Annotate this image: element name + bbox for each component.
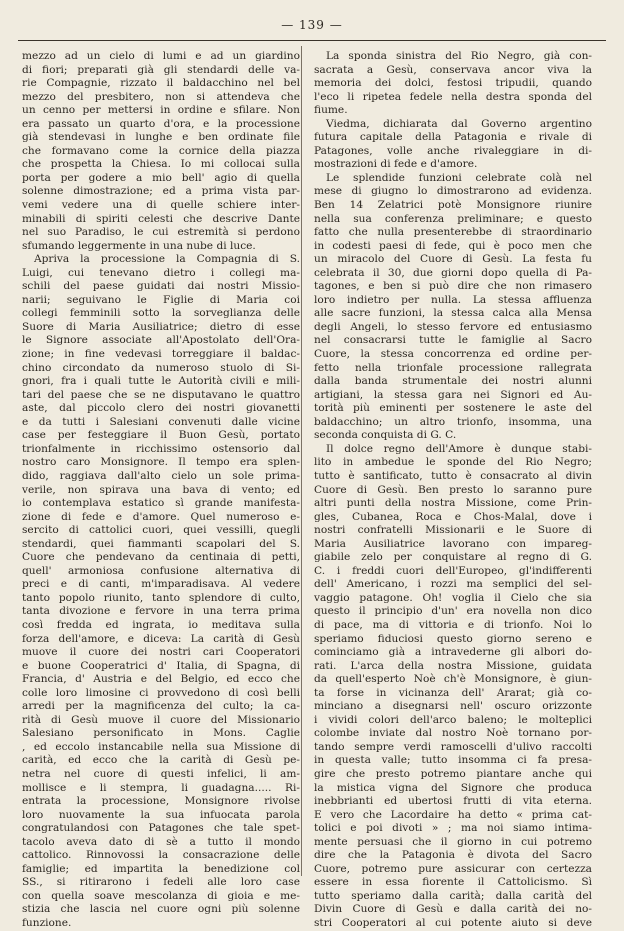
text-line: che formavano come la cornice della piazza [22,144,300,157]
text-line: e buone Cooperatrici d' Italia, di Spagna, di [22,659,300,672]
text-line: dell' Americano, i rozzi ma semplici del sel- [314,578,592,591]
text-line: mese di giugno lo dimostrarono ad evidenza. [314,185,592,198]
text-line: SS., si ritirarono i fedeli alle loro case [22,876,300,889]
text-line: tando sempre verdi ramoscelli d'ulivo raccolti [314,740,592,753]
text-line: che prospetta la Chiesa. Io mi collocai sulla [22,158,300,171]
header-rule [18,40,606,41]
text-line: collegi femminili sotto la sorveglianza delle [22,307,300,320]
text-line: questo il principio d'un' era novella non dico [314,605,592,618]
text-line: , ed eccolo instancabile nella sua Missione di [22,740,300,753]
text-line: degli Angeli, lo stesso fervore ed entusiasmo [314,320,592,333]
text-line: celebrata il 30, due giorni dopo quella di Pa- [314,266,592,279]
text-line: forza dell'amore, e diceva: La carità di Gesù [22,632,300,645]
text-line: carità, ed ecco che la carità di Gesù pe- [22,754,300,767]
text-line: io contemplava estatico sì grande manifesta- [22,497,300,510]
text-line: La sponda sinistra del Rio Negro, già con- [326,50,592,62]
text-line: stizia che lascia nel cuore ogni più solenne [22,903,300,916]
text-line: nel suo Paradiso, le cui estremità si perdono [22,226,300,239]
text-line: mente persuasi che il giorno in cui potremo [314,835,592,848]
text-line: rie Compagnie, rizzato il baldacchino nel bel [22,77,300,90]
text-line: narii; seguivano le Figlie di Maria coi [22,293,300,306]
text-line: loro nuovamente la sua infuocata parola [22,808,300,821]
text-line: Maria Ausiliatrice lavorano con impareg- [314,537,592,550]
text-line: stri Cooperatori al cui potente aiuto si deve [314,917,592,929]
right-column [314,50,592,931]
text-line: loro indietro per nulla. La stessa affluenza [314,293,592,306]
text-line: tacolo aveva dato di sè a tutto il mondo [22,835,300,848]
text-line: fiume. [314,104,348,117]
text-line: rati. L'arca della nostra Missione, guidata [314,659,592,672]
text-line: sacrata a Gesù, conservava ancor viva la [314,63,592,76]
text-line: E vero che Lacordaire ha detto « prima cat- [314,808,592,821]
text-line: tagones, e ben si può dire che non rimasero [314,280,592,293]
text-line: arredi per la magnificenza del culto; la ca- [22,700,300,713]
text-line: sfumando leggermente in una nube di luce. [22,239,256,252]
text-line: tutto è santificato, tutto è consacrato al divin [314,469,592,482]
text-line: colle loro limosine ci provvedono di così belli [22,686,300,699]
text-line: essere in essa fiorente il Cattolicismo. Sì [314,876,592,889]
text-line: mostrazioni di fede e d'amore. [314,158,478,171]
text-line: colombe inviate dal nostro Noè tornano por- [314,727,592,740]
text-line: nostri confratelli Missionarii e le Suore di [314,524,592,537]
text-line: in codesti paesi di fede, qui è poco men che [314,239,592,252]
text-line: altri punti della nostra Missione, come Prin- [314,497,592,510]
text-line: Suore di Maria Ausiliatrice; dietro di esse [22,320,300,333]
text-line: solenne dimostrazione; ed a prima vista par- [22,185,300,198]
text-line: con quella soave mescolanza di gioia e me- [22,889,300,902]
text-line: gire che presto potremo piantare anche qui [314,767,592,780]
text-line: Cuore, la stessa concorrenza ed ordine per- [314,348,592,361]
text-line: stendardi, quei fiammanti scapolari del S. [22,537,300,550]
text-line: alle sacre funzioni, la stessa calca alla Mensa [314,307,592,320]
page-number: — 139 — [281,18,343,32]
text-line: dalla banda strumentale dei nostri alunni [314,375,592,388]
text-line: chino circondato da numeroso stuolo di Si- [22,361,300,374]
text-line: speriamo fiduciosi questo giorno sereno e [314,632,592,645]
text-line: mezzo del presbitero, non si attendeva che [22,90,300,103]
text-line: schili del paese guidati dai nostri Missio- [22,280,300,293]
text-line: verile, non spirava una bava di vento; ed [22,483,300,496]
text-line: tanto popolo riunito, tanto splendore di culto, [22,591,300,604]
text-line: Patagones, volle anche rivaleggiare in di- [314,144,592,157]
text-line: C. i freddi cuori dell'Europeo, gl'indifferenti [314,564,592,577]
text-line: funzione. [22,917,72,929]
text-line: ta forse in vicinanza dell' Ararat; già co- [314,686,592,699]
text-line: un cenno per mettersi in ordine e sfilare. Non [22,104,300,117]
text-line: e da tutti i Salesiani convenuti dalle vicine [22,415,300,428]
text-line: dire che la Patagonia è divota del Sacro [314,849,592,862]
text-line: minciano a disegnarsi nell' oscuro orizzonte [314,700,592,713]
text-line: Francia, d' Austria e del Belgio, ed ecco che [22,673,300,686]
text-line: Cuore di Gesù. Ben presto lo saranno pure [314,483,592,496]
text-line: dido, raggiava dall'alto cielo un sole prima- [22,469,300,482]
text-line: le Signore associate all'Apostolato dell'Ora- [22,334,300,347]
text-line: tari del paese che se ne disputavano le quattro [22,388,300,401]
text-line: quell' armoniosa confusione alternativa di [22,564,300,577]
left-column [22,50,300,931]
text-line: artigiani, la stessa gara nei Signori ed Au- [314,388,592,401]
text-line: porta per godere a mio bell' agio di quella [22,171,300,184]
text-line: un miracolo del Cuore di Gesù. La festa fu [314,253,592,266]
text-line: Divin Cuore di Gesù e dalla carità dei no- [314,903,592,916]
text-line: rità di Gesù muove il cuore del Missionario [22,713,300,726]
text-line: entrata la processione, Monsignore rivolse [22,795,300,808]
text-line: torità più eminenti per sostenere le aste del [314,402,592,415]
text-line: gles, Cubanea, Roca e Chos-Malal, dove i [314,510,592,523]
text-line: fetto nella trionfale processione rallegrata [314,361,592,374]
text-line: giabile zelo per conquistare al regno di G. [314,551,592,564]
text-line: Cuore, potremo pure assicurar con certezza [314,862,592,875]
text-line: Ben 14 Zelatrici potè Monsignore riunire [314,199,592,212]
text-line: Viedma, dichiarata dal Governo argentino [326,117,592,130]
text-line: in questa valle; tutto insomma ci fa presa- [314,754,592,767]
text-line: Le splendide funzioni celebrate colà nel [326,171,592,184]
text-line: nostro caro Monsignore. Il tempo era splen- [22,456,300,469]
text-line: lito in ambedue le sponde del Rio Negro; [314,456,592,469]
text-line: muove il cuore dei nostri cari Cooperatori [22,646,300,659]
text-line: fatto che nulla presenterebbe di straordinario [314,226,592,239]
text-line: nella sua conferenza preliminare; e questo [314,212,592,225]
text-line: Apriva la processione la Compagnia di S. [34,253,300,266]
text-line: l'eco li ripetea fedele nella destra sponda del [314,90,592,103]
text-line: mezzo ad un cielo di lumi e ad un giardino [22,50,300,62]
text-line: seconda conquista di G. C. [314,429,457,442]
text-line: tutto speriamo dalla carità; dalla carità del [314,889,592,902]
text-line: minabili di spiriti celesti che descrive Dante [22,212,300,225]
text-line: nel consacrarsi tutte le famiglie al Sacro [314,334,592,347]
text-line: memoria dei dolci, festosi tripudii, quando [314,77,592,90]
text-line: cattolico. Rinnovossi la consacrazione delle [22,849,300,862]
text-line: di pace, ma di vittoria e di trionfo. Noi lo [314,618,592,631]
text-line: Cuore che pendevano da centinaia di petti, [22,551,300,564]
text-line: Il dolce regno dell'Amore è dunque stabi- [326,442,592,455]
text-line: di fiori; preparati già gli stendardi delle va- [22,63,300,76]
text-line: baldacchino; un altro trionfo, insomma, una [314,415,592,428]
text-line: era passato un quarto d'ora, e la processione [22,117,300,130]
text-line: futura capitale della Patagonia e rivale di [314,131,592,144]
text-line: vemi vedere una di quelle schiere inter- [22,199,300,212]
text-line: famiglie; ed impartita la benedizione col [22,862,300,875]
text-line: inebbrianti ed ubertosi frutti di vita eterna. [314,795,592,808]
text-line: mollisce e li stempra, li guadagna..... Ri- [22,781,300,794]
text-line: zione di fede e d'amore. Quel numeroso e- [22,510,300,523]
text-line: da quell'esperto Noè ch'è Monsignore, è giun- [314,673,592,686]
text-line: Salesiano personificato in Mons. Caglie [22,727,300,740]
text-line: aste, dal piccolo clero dei nostri giovanetti [22,402,300,415]
text-line: case per festeggiare il Buon Gesù, portato [22,429,300,442]
text-line: tolici e poi divoti » ; ma noi siamo intima- [314,822,592,835]
text-line: preci e di canti, m'imparadisava. Al vedere [22,578,300,591]
text-line: già stendevasi in lunghe e ben ordinate file [22,131,300,144]
text-line: tanta divozione e fervore in una terra prima [22,605,300,618]
text-line: i vividi colori dell'arco baleno; le molteplici [314,713,592,726]
text-line: cominciamo già a intravederne gli albori do- [314,646,592,659]
text-line: zione; in fine vedevasi torreggiare il baldac- [22,348,300,361]
text-line: Luigi, cui tenevano dietro i collegi ma- [22,266,300,279]
text-line: congratulandosi con Patagones che tale spet- [22,822,300,835]
text-line: sercito di cattolici cuori, quei vessilli, quegli [22,524,300,537]
text-line: vaggio patagone. Oh! voglia il Cielo che sia [314,591,592,604]
text-line: trionfalmente in ricchissimo ostensorio dal [22,442,300,455]
text-line: così fredda ed ingrata, io meditava sulla [22,618,300,631]
text-line: netra nel cuore di questi infelici, li am- [22,767,300,780]
text-line: la mistica vigna del Signore che produca [314,781,592,794]
text-line: gnori, fra i quali tutte le Autorità civili e mili- [22,375,300,388]
column-divider [301,46,302,876]
